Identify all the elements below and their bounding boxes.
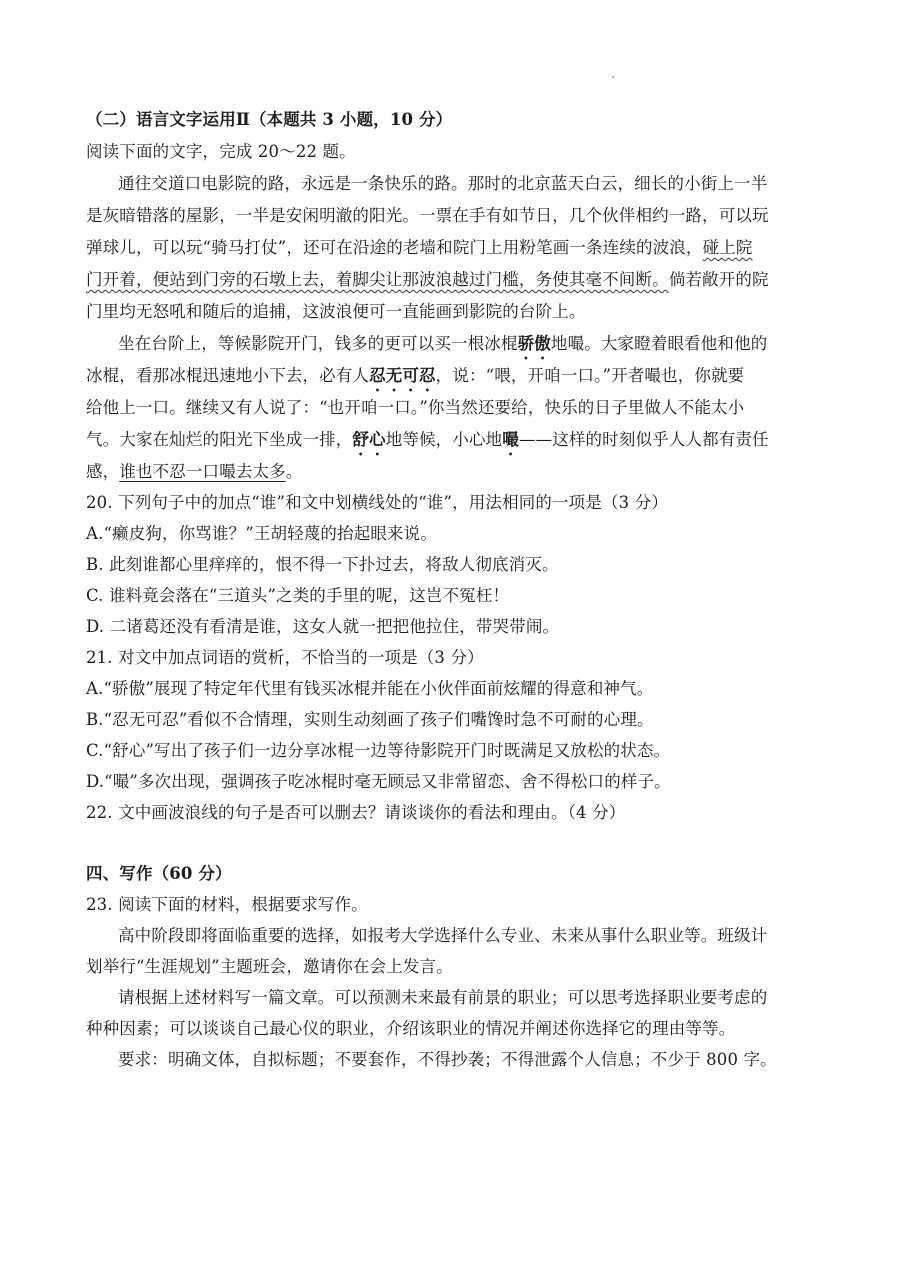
scan-speck — [612, 76, 614, 78]
passage-line: 门里均无怒吼和随后的追捕，这波浪便可一直能画到影院的台阶上。 — [86, 302, 586, 321]
option-d: D. 二诸葛还没有看清是谁，这女人就一把把他拉住，带哭带闹。 — [86, 617, 560, 636]
option-c: C. 谁料竟会落在“三道头”之类的手里的呢，这岂不冤枉！ — [86, 586, 510, 605]
passage-text: 地等候，小心地 — [385, 430, 503, 449]
material-line: 种种因素；可以谈谈自己最心仪的职业，介绍该职业的情况并阐述你选择它的理由等等。 — [86, 1019, 736, 1038]
passage-text: ——这样的时刻似乎人人都有责任 — [518, 430, 769, 449]
material-line: 划举行“生涯规划”主题班会，邀请你在会上发言。 — [86, 957, 453, 976]
passage-text: 冰棍，看那冰棍迅速地小下去，必有人 — [86, 366, 370, 385]
dotted-word: 舒心 — [352, 430, 386, 449]
passage-text: 地嘬。大家瞪着眼看他和他的 — [550, 334, 768, 353]
wavy-underlined-sentence: 门开着，便站到门旁的石墩上去，着脚尖让那波浪越过门槛，务使其毫不间断。 — [86, 270, 669, 289]
passage-text: 倘若敞开的院 — [668, 270, 769, 289]
option-a: A.“骄傲”展现了特定年代里有钱买冰棍并能在小伙伴面前炫耀的得意和神气。 — [86, 679, 654, 698]
passage-text: 坐在台阶上，等候影院开门，钱多的更可以买一根冰棍 — [118, 334, 518, 353]
underlined-phrase: 谁也不忍一口嘬去太多 — [119, 462, 286, 481]
passage-line — [118, 332, 767, 363]
passage-line — [86, 236, 753, 260]
option-c: C.“舒心”写出了孩子们一边分享冰棍一边等待影院开门时既满足又放松的状态。 — [86, 741, 671, 760]
passage-text: 气。大家在灿烂的阳光下坐成一排， — [86, 430, 353, 449]
wavy-underlined-sentence: 碰上院 — [702, 238, 753, 257]
material-line: 请根据上述材料写一篇文章。可以预测未来最有前景的职业；可以思考选择职业要考虑的 — [118, 988, 768, 1007]
passage-line — [86, 364, 744, 395]
passage-text: 感， — [86, 462, 120, 481]
passage-line: 通往交道口电影院的路，永远是一条快乐的路。那时的北京蓝天白云，细长的小街上一半 — [118, 174, 768, 193]
passage-line — [86, 460, 302, 484]
section-intro: 阅读下面的文字，完成 20～22 题。 — [86, 142, 356, 161]
passage-line — [86, 268, 769, 292]
option-b: B.“忍无可忍”看似不合情理，实则生动刻画了孩子们嘴馋时急不可耐的心理。 — [86, 710, 654, 729]
question-20: 20. 下列句子中的加点“谁”和文中划横线处的“谁”，用法相同的一项是（3 分） — [86, 493, 668, 512]
question-23: 23. 阅读下面的材料，根据要求写作。 — [86, 895, 368, 914]
dotted-word: 忍无可忍 — [369, 366, 436, 385]
passage-line — [86, 428, 769, 459]
dotted-word: 骄傲 — [517, 334, 551, 353]
passage-text: 。 — [285, 462, 303, 481]
option-b: B. 此刻谁都心里痒痒的，恨不得一下扑过去，将敌人彻底消灭。 — [86, 555, 559, 574]
material-line: 高中阶段即将面临重要的选择，如报考大学选择什么专业、未来从事什么职业等。班级计 — [118, 926, 768, 945]
passage-line: 给他上一口。继续又有人说了：“也开咱一口。”你当然还要给，快乐的日子里做人不能太小 — [86, 398, 745, 417]
option-a: A.“癞皮狗，你骂谁？”王胡轻蔑的抬起眼来说。 — [86, 524, 437, 543]
dotted-word: 嘬 — [502, 430, 519, 449]
requirements-line: 要求：明确文体，自拟标题；不要套作，不得抄袭；不得泄露个人信息；不少于 800 字。 — [118, 1050, 777, 1069]
passage-text: ，说：“喂，开咱一口。”开者嘬也，你就要 — [435, 366, 745, 385]
question-21: 21. 对文中加点词语的赏析，不恰当的一项是（3 分） — [86, 648, 484, 667]
question-22: 22. 文中画波浪线的句子是否可以删去？请谈谈你的看法和理由。（4 分） — [86, 803, 626, 822]
passage-line: 是灰暗错落的屋影，一半是安闲明澈的阳光。一票在手有如节日，几个伙伴相约一路，可以玩 — [86, 206, 769, 225]
section-heading: （二）语言文字运用Ⅱ（本题共 3 小题，10 分） — [86, 110, 453, 129]
section-heading: 四、写作（60 分） — [86, 864, 232, 883]
passage-text: 弹球儿，可以玩“骑马打仗”，还可在沿途的老墙和院门上用粉笔画一条连续的波浪， — [86, 238, 703, 257]
option-d: D.“嘬”多次出现，强调孩子吃冰棍时毫无顾忌又非常留恋、舍不得松口的样子。 — [86, 772, 671, 791]
